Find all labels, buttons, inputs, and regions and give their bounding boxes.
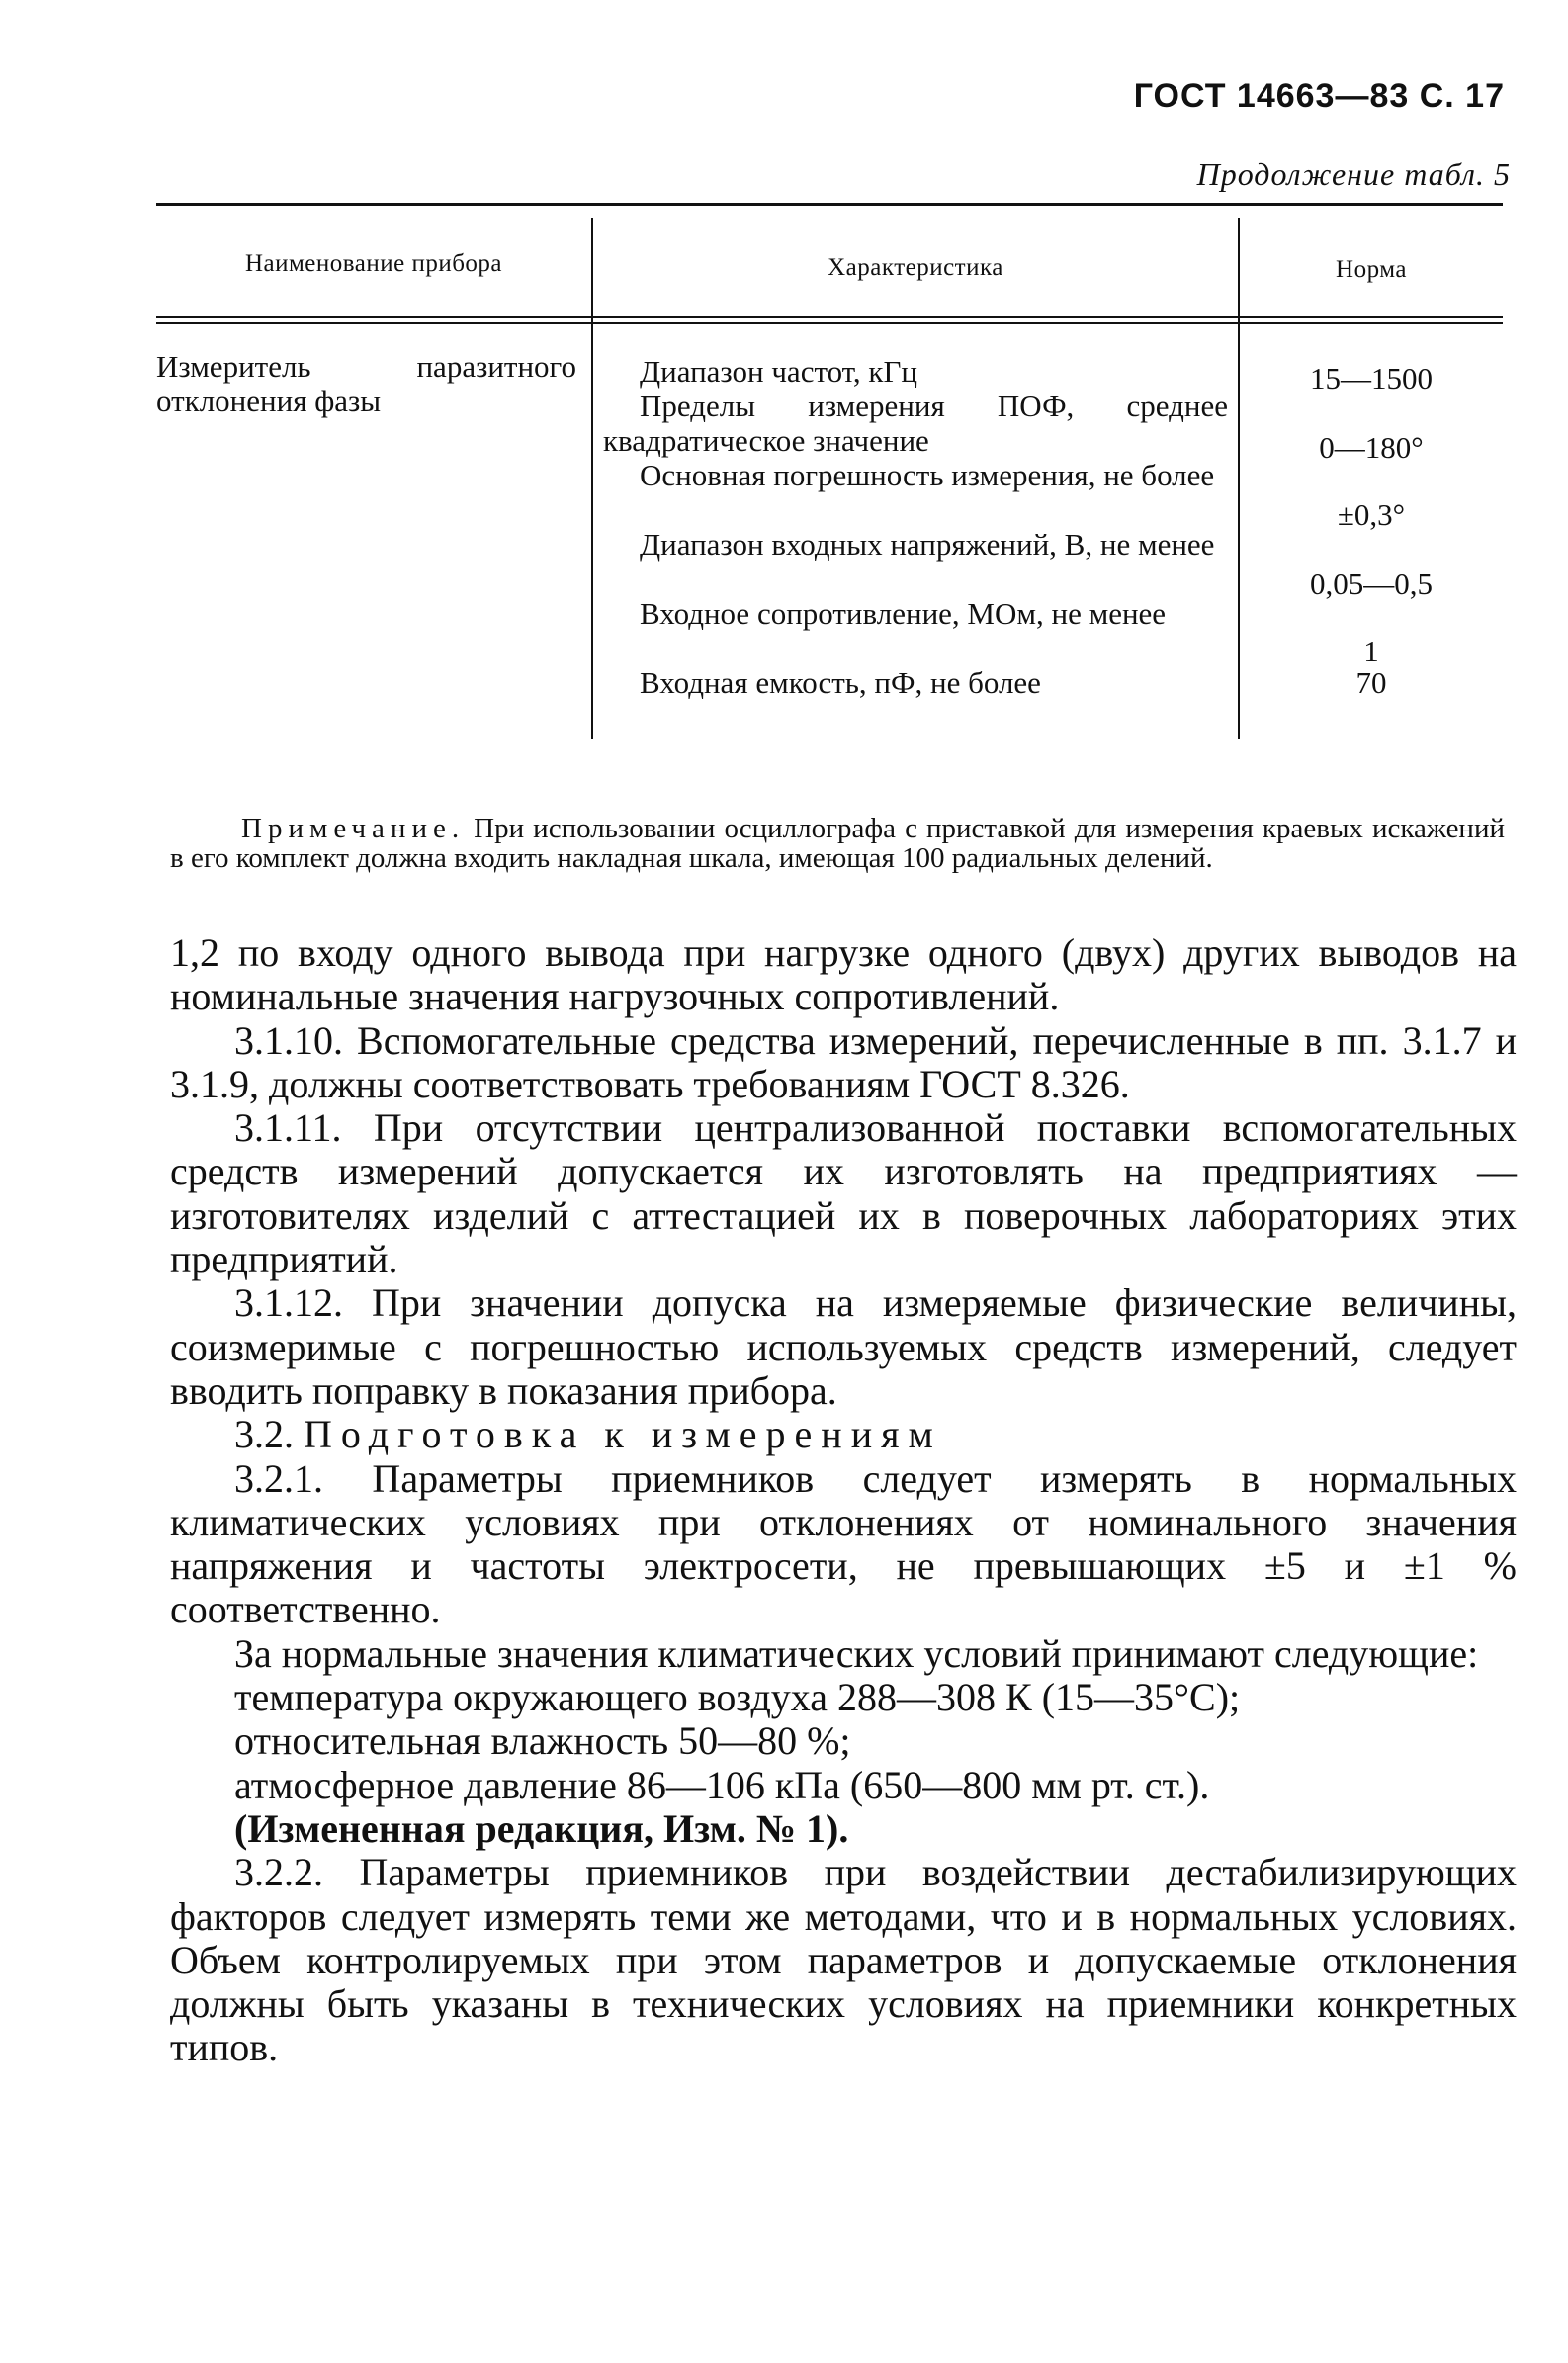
- condition-pressure: атмосферное давление 86—106 кПа (650—800 мм рт. ст.).: [234, 1762, 1210, 1807]
- characteristic-cell: Диапазон частот, кГц: [640, 354, 917, 389]
- column-header-characteristic: Характеристика: [828, 254, 1003, 281]
- condition-humidity: относительная влажность 50—80 %;: [234, 1718, 851, 1764]
- table-header-rule: [156, 316, 1503, 318]
- section-heading-3-2: [170, 1413, 1517, 1456]
- section-title: Подготовка к измерениям: [304, 1412, 942, 1457]
- characteristic-cell: Входное сопротивление, МОм, не менее: [640, 596, 1167, 631]
- column-header-norm: Норма: [1336, 256, 1407, 283]
- norm-cell: 1: [1363, 634, 1379, 668]
- paragraph-3-1-12: 3.1.12. При значении допуска на измеряемые физические величины, соизмеримые с погрешностью используемых средств измерений, следует вводить поправку в показания прибора.: [170, 1280, 1517, 1413]
- norm-cell: 15—1500: [1310, 361, 1433, 395]
- norm-cell: 0,05—0,5: [1310, 567, 1433, 601]
- table-5-continued: [156, 203, 1503, 739]
- paragraph-3-2-2: 3.2.2. Параметры приемников при воздействии дестабилизирующих факторов следует измерять теми же методами, что и в нормальных условиях. Объем контролируемых при этом параметров и допускаемые отклонения должны быть указаны в технических условиях на приемники конкретных типов.: [170, 1850, 1517, 2070]
- amendment-note: (Измененная редакция, Изм. № 1).: [234, 1805, 849, 1851]
- table-note: [170, 814, 1505, 873]
- characteristic-cell: Пределы измерения ПОФ, среднее квадратическое значение: [603, 389, 1228, 458]
- characteristic-cell: Диапазон входных напряжений, В, не менее: [640, 527, 1215, 562]
- page-header: ГОСТ 14663—83 С. 17: [1133, 77, 1505, 115]
- section-number: 3.2.: [234, 1412, 294, 1457]
- condition-temperature: температура окружающего воздуха 288—308 К (15—35°С);: [234, 1675, 1241, 1720]
- device-name: Измеритель паразитного отклонения фазы: [156, 349, 576, 418]
- norm-cell: 0—180°: [1319, 430, 1424, 465]
- paragraph-3-2-1: 3.2.1. Параметры приемников следует измерять в нормальных климатических условиях при отклонениях от номинального значения напряжения и частоты электросети, не превышающих ±5 и ±1 % соответственно.: [170, 1455, 1517, 1632]
- table-continuation-label: Продолжение табл. 5: [1196, 156, 1511, 192]
- table-top-rule: [156, 203, 1503, 206]
- characteristic-cell: Входная емкость, пФ, не более: [640, 665, 1041, 700]
- norm-cell: 70: [1355, 665, 1387, 700]
- column-header-device: Наименование прибора: [244, 250, 503, 277]
- note-label: Примечание.: [241, 813, 466, 844]
- note-text: При использовании осциллографа с приставкой для измерения краевых искажений в его комплект должна входить накладная шкала, имеющая 100 радиальных делений.: [170, 813, 1505, 874]
- characteristic-cell: Основная погрешность измерения, не более: [640, 458, 1215, 492]
- column-divider: [591, 218, 593, 739]
- paragraph: 1,2 по входу одного вывода при нагрузке одного (двух) других выводов на номинальные значения нагрузочных сопротивлений.: [170, 930, 1517, 1019]
- paragraph-3-1-10: 3.1.10. Вспомогательные средства измерений, перечисленные в пп. 3.1.7 и 3.1.9, должны соответствовать требованиям ГОСТ 8.326.: [170, 1017, 1517, 1106]
- table-header-rule: [156, 322, 1503, 324]
- norm-cell: ±0,3°: [1337, 497, 1406, 532]
- paragraph: За нормальные значения климатических условий принимают следующие:: [234, 1630, 1479, 1676]
- paragraph-3-1-11: 3.1.11. При отсутствии централизованной поставки вспомогательных средств измерений допускается их изготовлять на предприятиях — изготовителях изделий с аттестацией их в поверочных лабораториях этих предприятий.: [170, 1105, 1517, 1282]
- main-text: [170, 931, 1517, 2070]
